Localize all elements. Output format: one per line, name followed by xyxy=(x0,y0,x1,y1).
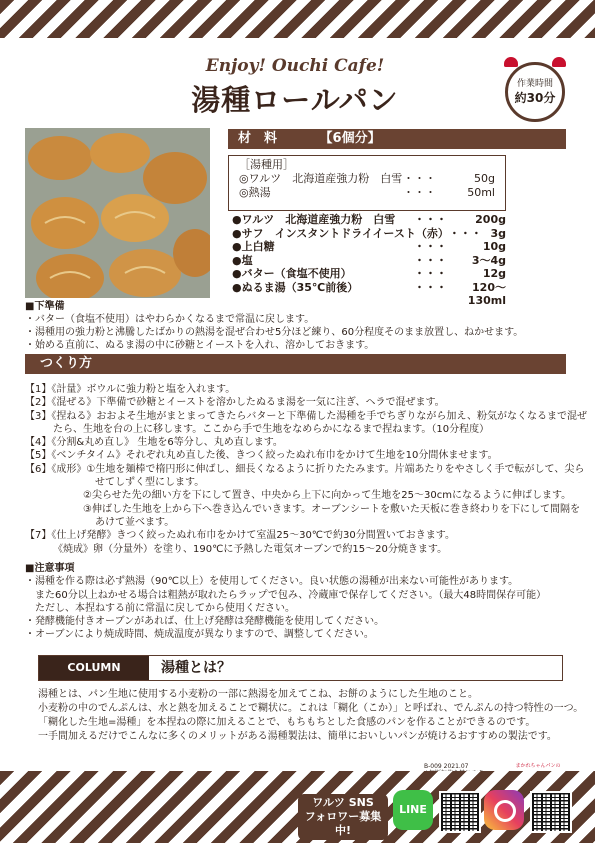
step-line: 【4】《分割&丸め直し》 生地を6等分し、丸め直します。 xyxy=(25,437,283,449)
ingredient-row: ●塩 ・・・ 3〜4g xyxy=(232,253,506,267)
time-value: 約30分 xyxy=(514,91,556,105)
preparation-section xyxy=(25,300,570,352)
notes-title: ■注意事項 xyxy=(25,563,75,574)
notes-section xyxy=(25,562,570,642)
ingredient-row: ●ワルツ 北海道産強力粉 白雪 ・・・ 200g xyxy=(232,213,506,226)
step-line: 【3】《捏ねる》おおよそ生地がまとまってきたらバターと下準備した湯種を手でちぎりながら加え、粉気がなくなるまで混ぜ xyxy=(25,410,587,422)
ingredients-count: 【6個分】 xyxy=(319,131,381,146)
top-stripe-border xyxy=(0,0,595,38)
time-label: 作業時間 xyxy=(516,79,553,89)
ingredient-row: ●サフ インスタントドライイースト（赤） ・・・ 3g xyxy=(232,226,506,240)
step-line: ②尖らせた先の細い方を下にして置き、中央から上下に向かって生地を25〜30cmになるように伸ばします。 xyxy=(83,490,572,502)
alarm-bell-left-icon xyxy=(504,57,518,67)
column-title: 湯種とは？ xyxy=(161,660,231,676)
ingredient-row: ◎ワルツ 北海道産強力粉 白雪 ・・・ 50g xyxy=(239,172,495,185)
step-line: 【1】《計量》ボウルに強力粉と塩を入れます。 xyxy=(25,384,236,395)
ingredients-label: 材 料 xyxy=(238,131,278,146)
preparation-title: ■下準備 xyxy=(25,301,65,312)
step-line: たら、生地を台の上に移します。ここから手で生地をなめらかになるまで捏ねます。（10分程度） xyxy=(53,423,490,435)
step-line: あけて並べます。 xyxy=(95,516,175,528)
line-app-icon[interactable]: LINE xyxy=(393,790,433,830)
column-line: 湯種とは、パン生地に使用する小麦粉の一部に熱湯を加えてこね、お餅のようにした生地のこと。 xyxy=(38,689,478,700)
sns-follow-text: ワルツ SNS フォロワー募集中! xyxy=(298,794,388,840)
instagram-icon[interactable] xyxy=(484,790,524,830)
column-line: 「糊化した生地=湯種」を本捏ねの際に加えることで、もちもちとした食感のパンを作ることができるのです。 xyxy=(38,717,536,728)
main-ingredients-list xyxy=(228,213,506,308)
column-line: 小麦粉の中のでんぷんは、水と熱を加えることで糊状に。これは「糊化（こか）」と呼ばれ、でんぷんの持つ特性の一つ。 xyxy=(38,703,584,714)
prep-line: ・始める直前に、ぬるま湯の中に砂糖とイーストを入れ、溶かしておきます。 xyxy=(25,340,375,351)
page-subtitle: Enjoy! Ouchi Cafe! xyxy=(205,56,385,76)
bread-rolls-image xyxy=(25,128,210,298)
column-line: 一手間加えるだけでこんなに多くのメリットがある湯種製法は、簡単においしいパンが焼けるおすすめの製法です。 xyxy=(38,731,557,742)
note-line: ・オーブンにより焼成時間、焼成温度が異なりますので、調整してください。 xyxy=(25,629,374,641)
brand-logo: まかれちゃんパンの xyxy=(503,762,573,785)
steps-header: つくり方 xyxy=(25,354,566,374)
note-line: また60分以上ねかせる場合は粗熱が取れたらラップで包み、冷蔵庫で保存してください。（最大48時間保存可能） xyxy=(35,589,547,601)
column-text xyxy=(38,688,584,744)
document-code: B-009 2021.07 xyxy=(424,763,469,770)
step-line: 【7】《仕上げ発酵》きつく絞ったぬれ布巾をかけて室温25〜30℃で約30分間置いておきます。 xyxy=(25,530,455,542)
step-line: せてしずく型にします。 xyxy=(95,477,205,489)
instagram-qr-code[interactable] xyxy=(530,791,572,833)
alarm-bell-right-icon xyxy=(552,57,566,67)
step-line: 【5】《ベンチタイム》それぞれ丸め直した後、きつく絞ったぬれ布巾をかけて生地を10分間休ませます。 xyxy=(25,450,498,462)
ingredient-row: ●上白糖 ・・・ 10g xyxy=(232,240,506,253)
note-line: ただし、本捏ねする前に常温に戻してから使用ください。 xyxy=(35,602,295,614)
column-label: COLUMN xyxy=(39,656,149,680)
page-title: 湯種ロールパン xyxy=(191,83,399,117)
yudane-ingredients-box xyxy=(228,155,506,211)
ingredients-header xyxy=(228,129,566,149)
bread-photo xyxy=(25,128,210,298)
yudane-title: ［湯種用］ xyxy=(239,158,294,171)
ingredient-row: ◎熱湯 ・・・ 50ml xyxy=(239,186,495,199)
note-line: ・発酵機能付きオーブンがあれば、仕上げ発酵は発酵機能を使用してください。 xyxy=(25,616,385,628)
note-line: ・湯種を作る際は必ず熱湯（90℃以上）を使用してください。良い状態の湯種が出来ない可能性があります。 xyxy=(25,576,519,588)
ingredient-row: ●バター（食塩不使用） ・・・ 12g xyxy=(232,267,506,280)
steps-list xyxy=(25,383,587,556)
step-line: 【2】《混ぜる》下準備で砂糖とイーストを溶かしたぬるま湯を一気に注ぎ、ヘラで混ぜます。 xyxy=(25,397,445,409)
step-line: 【6】《成形》①生地を麺棒で楕円形に伸ばし、細長くなるように折りたたみます。片端あたりをやさしく手で転がして、尖ら xyxy=(25,463,585,475)
time-badge xyxy=(505,62,565,122)
step-line: 《焼成》卵（分量外）を塗り、190℃に予熱した電気オーブンで約15〜20分焼きます。 xyxy=(53,543,448,555)
step-line: ③伸ばした生地を上から下へ巻き込んでいきます。オーブンシートを敷いた天板に巻き終わりを下にして間隔を xyxy=(83,503,581,515)
prep-line: ・バター（食塩不使用）はやわらかくなるまで常温に戻します。 xyxy=(25,314,315,325)
column-header xyxy=(38,655,563,681)
prep-line: ・湯種用の強力粉と沸騰したばかりの熱湯を混ぜ合わせ5分ほど練り、60分程度そのまま放置し、ねかせます。 xyxy=(25,327,524,338)
ingredient-row: ●ぬるま湯（35℃前後） ・・・ 120〜130ml xyxy=(232,280,506,307)
line-qr-code[interactable] xyxy=(439,791,481,833)
